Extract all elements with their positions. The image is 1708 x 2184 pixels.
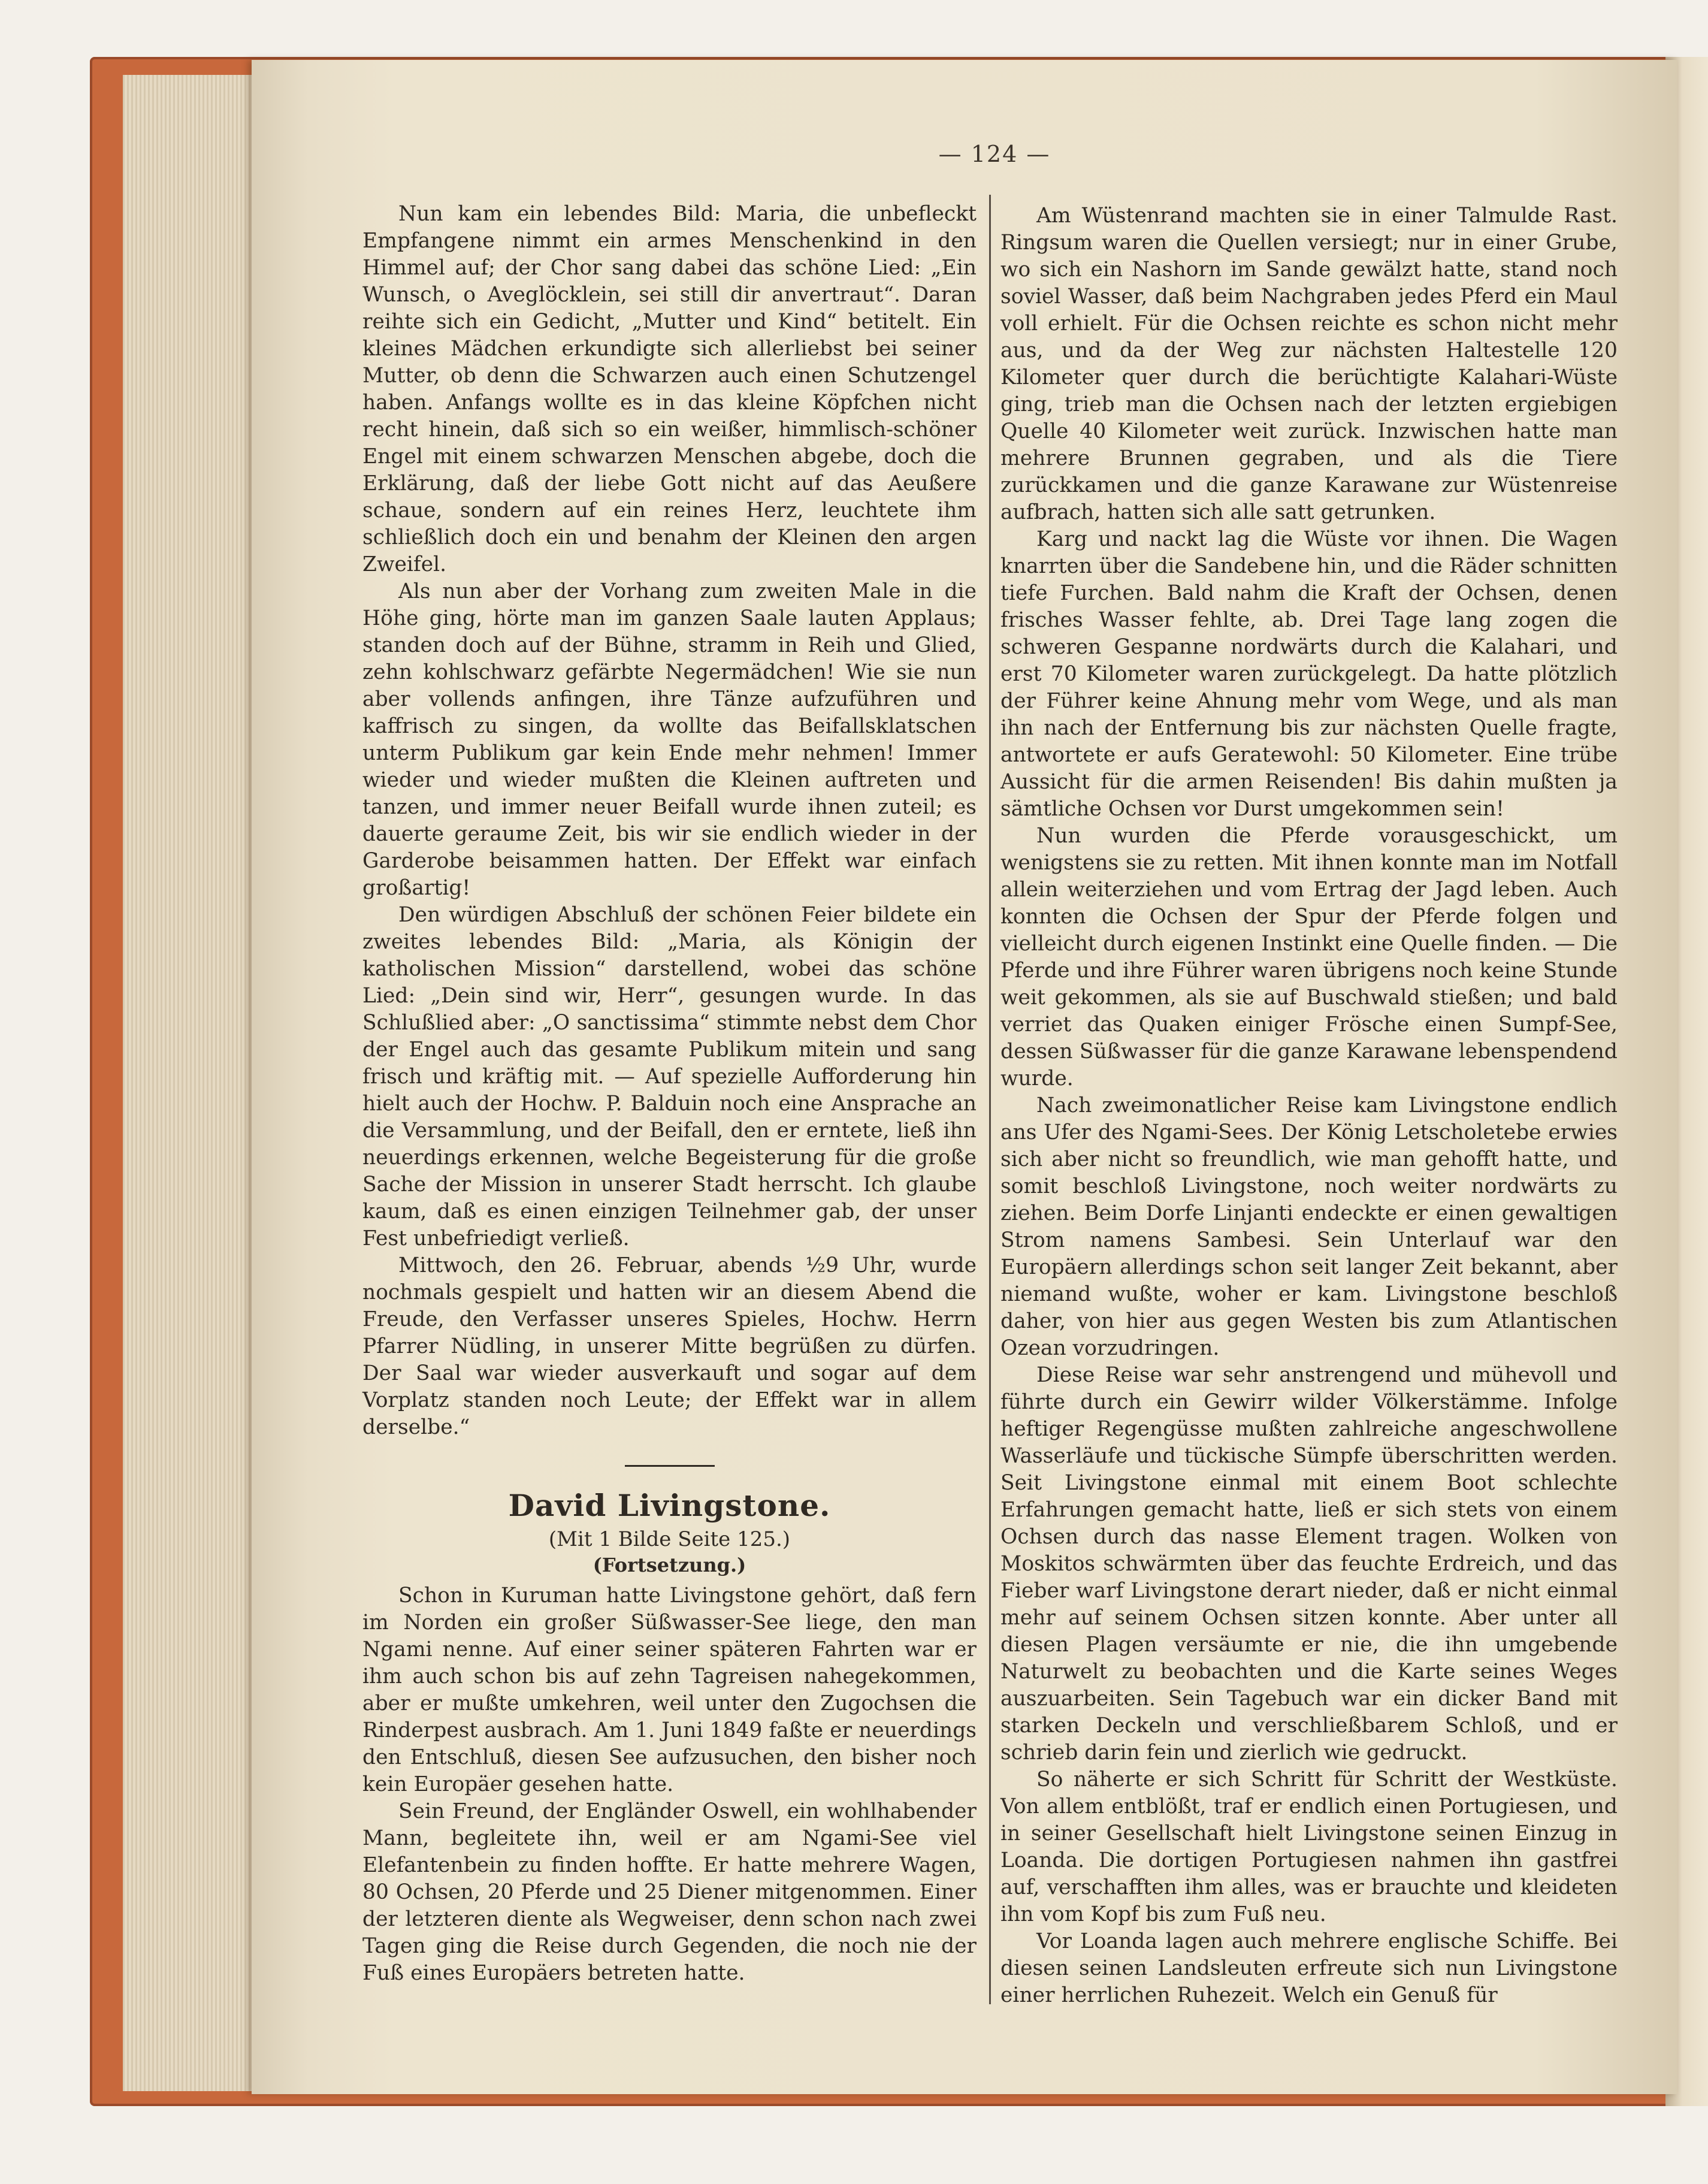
paragraph: So näherte er sich Schritt für Schritt der Westküste. Von allem entblößt, traf er endlich einen Portugiesen, und in seiner Gesellschaft hielt Livingstone seinen Einzug in Loanda. Die dortigen Portugiesen nahmen ihn gastfrei auf, verschafften ihm alles, was er brauchte und kleideten ihn vom Kopf bis zum Fuß neu. [1000,1768,1618,1926]
paragraph: Nun wurden die Pferde vorausgeschickt, um wenigstens sie zu retten. Mit ihnen konnte man im Notfall allein weiterziehen und vom Ertrag der Jagd leben. Auch konnten die Ochsen der Spur der Pferde folgen und vielleicht durch eigenen Instinkt eine Quelle finden. — Die Pferde und ihre Führer waren übrigens noch keine Stunde weit gekommen, als sie auf Buschwald stießen; und bald verriet das Quaken einiger Frösche einen Sumpf-See, dessen Süßwasser für die ganze Karawane lebenspendend wurde. [1000,824,1618,1091]
paragraph: Sein Freund, der Engländer Oswell, ein wohlhabender Mann, begleitete ihn, weil er am Ngami-See viel Elefantenbein zu finden hoffte. Er hatte mehrere Wagen, 80 Ochsen, 20 Pferde und 25 Diener mitgenommen. Einer der letzteren diente als Wegweiser, denn schon nach zwei Tagen ging die Reise durch Gegenden, die noch nie der Fuß eines Europäers betreten hatte. [362,1799,977,1985]
section-separator [625,1465,715,1467]
paragraph: Karg und nackt lag die Wüste vor ihnen. Die Wagen knarrten über die Sandebene hin, und die Räder schnitten tiefe Furchen. Bald nahm die Kraft der Ochsen, denen frisches Wasser fehlte, ab. Drei Tage lang zogen die schweren Gespanne nordwärts durch die Kalahari, und erst 70 Kilometer waren zurückgelegt. Da hatte plötzlich der Führer keine Ahnung mehr vom Wege, und als man ihn nach der Entfernung bis zur nächsten Quelle fragte, antwortete er aufs Geratewohl: 50 Kilometer. Eine trübe Aussicht für die armen Reisenden! Bis dahin mußten ja sämtliche Ochsen vor Durst umgekommen sein! [1000,527,1618,821]
paragraph: Am Wüstenrand machten sie in einer Talmulde Rast. Ringsum waren die Quellen versiegt; nur in einer Grube, wo sich ein Nashorn im Sande gewälzt hatte, stand noch soviel Wasser, daß beim Nachgraben jedes Pferd ein Maul voll erhielt. Für die Ochsen reichte es schon nicht mehr aus, und da der Weg zur nächsten Haltestelle 120 Kilometer quer durch die berüchtigte Kalahari-Wüste ging, trieb man die Ochsen nach der letzten ergiebigen Quelle 40 Kilometer weit zurück. Inzwischen hatte man mehrere Brunnen gegraben, und als die Tiere zurückkamen und die ganze Karawane zur Wüstenreise aufbrach, hatten sich alle satt getrunken. [1000,204,1618,524]
paragraph: Mittwoch, den 26. Februar, abends ½9 Uhr, wurde nochmals gespielt und hatten wir an diesem Abend die Freude, den Verfasser unseres Spieles, Hochw. Herrn Pfarrer Nüdling, in unserer Mitte begrüßen zu dürfen. Der Saal war wieder ausverkauft und sogar auf dem Vorplatz standen noch Leute; der Effekt war in allem derselbe.“ [362,1253,977,1439]
paragraph: Als nun aber der Vorhang zum zweiten Male in die Höhe ging, hörte man im ganzen Saale lauten Applaus; standen doch auf der Bühne, stramm in Reih und Glied, zehn kohlschwarz gefärbte Negermädchen! Wie sie nun aber vollends anfingen, ihre Tänze aufzuführen und kaffrisch zu singen, da wollte das Beifallsklatschen unterm Publikum gar kein Ende mehr nehmen! Immer wieder und wieder mußten die Kleinen auftreten und tanzen, und immer neuer Beifall wurde ihnen zuteil; es dauerte geraume Zeit, bis wir sie endlich wieder in der Garderobe beisammen hatten. Der Effekt war einfach großartig! [362,579,977,900]
paragraph: Den würdigen Abschluß der schönen Feier bildete ein zweites lebendes Bild: „Maria, als Königin der katholischen Mission“ darstellend, wobei das schöne Lied: „Dein sind wir, Herr“, gesungen wurde. In das Schlußlied aber: „O sanctissima“ stimmte nebst dem Chor der Engel auch das gesamte Publikum mitein und sang frisch und kräftig mit. — Auf spezielle Aufforderung hin hielt auch der Hochw. P. Balduin noch eine Ansprache an die Versammlung, und der Beifall, den er erntete, ließ ihn neuerdings erkennen, welche Begeisterung für die große Sache der Mission in unserer Stadt herrscht. Ich glaube kaum, daß es einen einzigen Teilnehmer gab, der unser Fest unbefriedigt verließ. [362,903,977,1250]
paragraph: Vor Loanda lagen auch mehrere englische Schiffe. Bei diesen seinen Landsleuten erfreute sich nun Livingstone einer herrlichen Ruhezeit. Welch ein Genuß für [1000,1929,1618,2007]
paragraph: Nach zweimonatlicher Reise kam Livingstone endlich ans Ufer des Ngami-Sees. Der König Letscholetebe erwies sich aber nicht so freundlich, wie man gehofft hatte, und somit beschloß Livingstone, noch weiter nordwärts zu ziehen. Beim Dorfe Linjanti endeckte er einen gewaltigen Strom namens Sambesi. Sein Unterlauf war den Europäern allerdings schon seit langer Zeit bekannt, aber niemand wußte, woher er kam. Livingstone beschloß daher, von hier aus gegen Westen bis zum Atlantischen Ozean vorzudringen. [1000,1093,1618,1360]
article-subtitle: (Mit 1 Bilde Seite 125.) [548,1527,791,1551]
left-column [362,201,977,1987]
page-number: — 124 — [938,141,1051,167]
article-title: David Livingstone. [508,1488,831,1523]
paragraph: Nun kam ein lebendes Bild: Maria, die unbefleckt Empfangene nimmt ein armes Menschenkind in den Himmel auf; der Chor sang dabei das schöne Lied: „Ein Wunsch, o Aveglöcklein, sei still dir anvertraut“. Daran reihte sich ein Gedicht, „Mutter und Kind“ betitelt. Ein kleines Mädchen erkundigte sich allerliebst bei seiner Mutter, ob denn die Schwarzen auch einen Schutzengel haben. Anfangs wollte es in das kleine Köpfchen nicht recht hinein, daß sich so ein weißer, himmlisch-schöner Engel mit einem schwarzen Menschen abgebe, doch die Erklärung, daß der liebe Gott nicht auf das Aeußere schaue, sondern auf ein reines Herz, leuchtete ihm schließlich doch ein und benahm der Kleinen den argen Zweifel. [362,202,977,576]
paragraph: Diese Reise war sehr anstrengend und mühevoll und führte durch ein Gewirr wilder Völkerstämme. Infolge heftiger Regengüsse mußten zahlreiche angeschwollene Wasserläufe und tückische Sümpfe überschritten werden. Seit Livingstone einmal mit einem Boot schlechte Erfahrungen gemacht hatte, ließ er sich stets von einem Ochsen durch das nasse Element tragen. Wolken von Moskitos schwärmten über das feuchte Erdreich, und das Fieber warf Livingstone derart nieder, daß er nicht einmal mehr auf seinem Ochsen sitzen konnte. Aber unter all diesen Plagen versäumte er nie, die ihn umgebende Naturwelt zu beobachten und die Karte seines Weges auszuarbeiten. Sein Tagebuch war ein dicker Band mit starken Deckeln und verschließbarem Schloß, und er schrieb darin fein und zierlich wie gedruckt. [1000,1363,1618,1765]
paragraph: Schon in Kuruman hatte Livingstone gehört, daß fern im Norden ein großer Süßwasser-See liege, den man Ngami nenne. Auf einer seiner späteren Fahrten war er ihm auch schon bis auf zehn Tagreisen nahegekommen, aber er mußte umkehren, weil unter den Zugochsen die Rinderpest ausbrach. Am 1. Juni 1849 faßte er neuerdings den Entschluß, diesen See aufzusuchen, den bisher noch kein Europäer gesehen hatte. [362,1584,977,1796]
right-column [1000,203,1618,2009]
column-divider [989,195,991,2004]
article-continued-note: (Fortsetzung.) [592,1554,746,1576]
